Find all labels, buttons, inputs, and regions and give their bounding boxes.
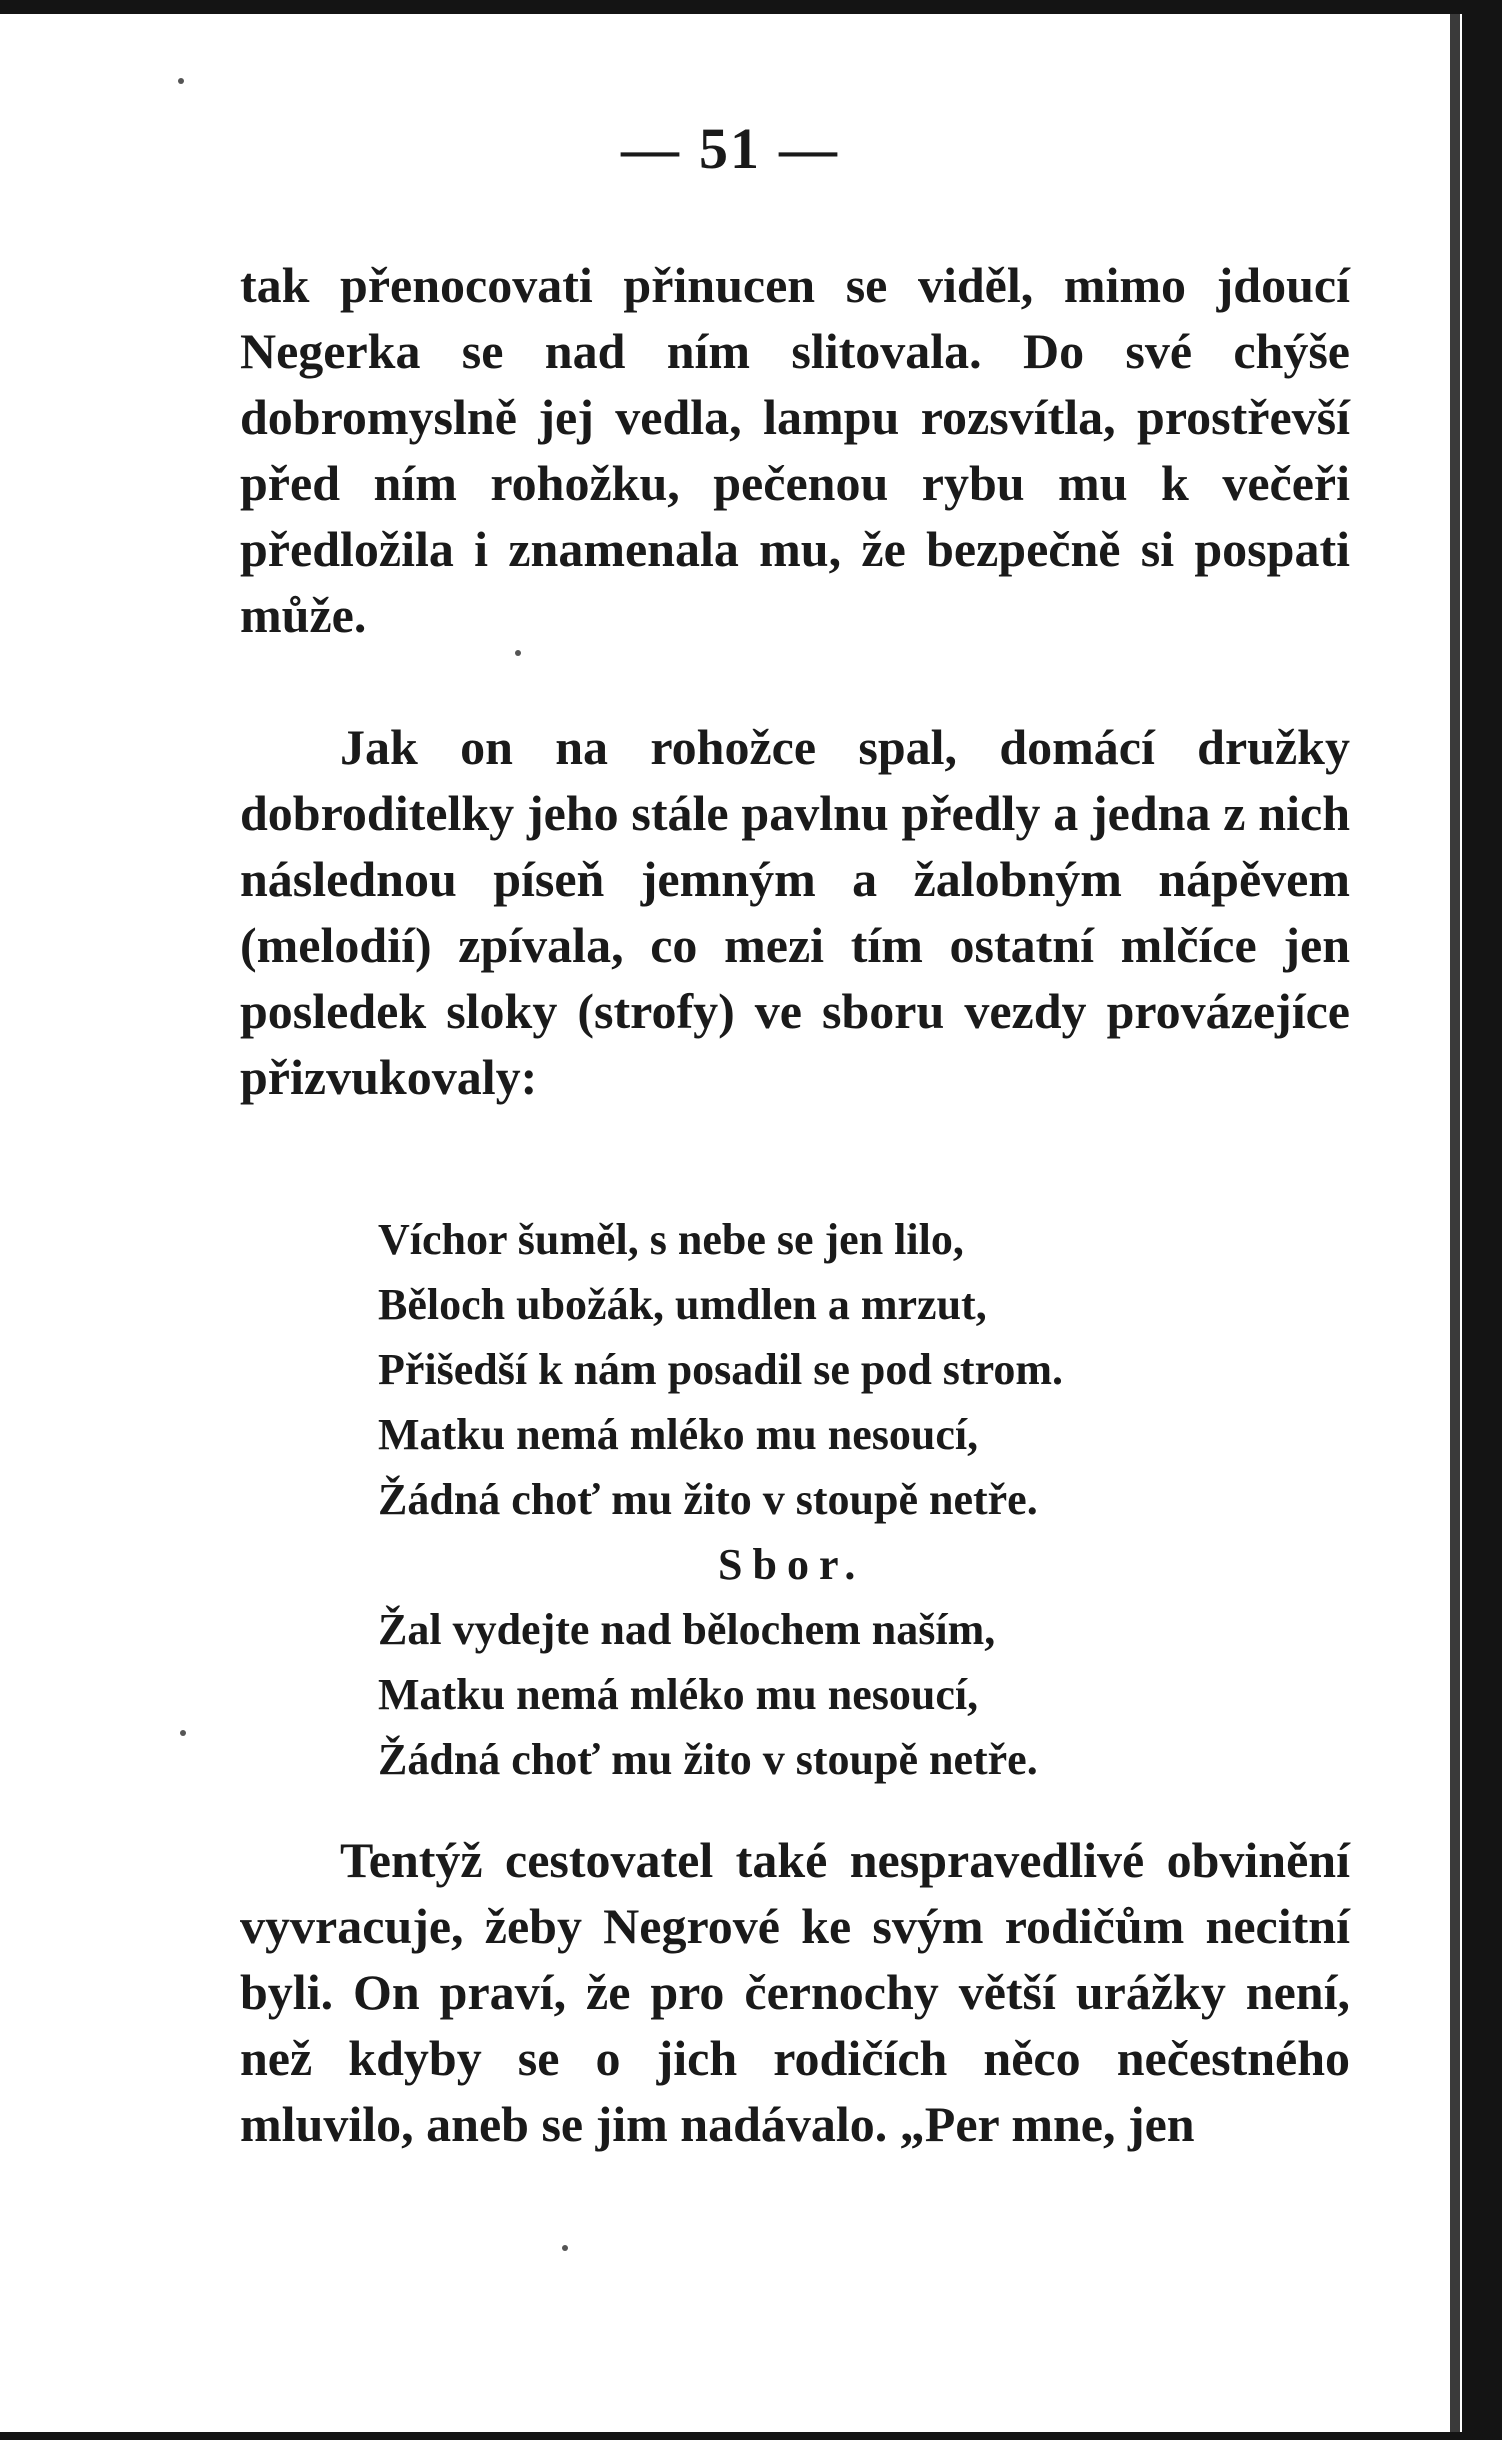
scan-border-bottom [0,2432,1502,2440]
page-number [0,115,1460,182]
poem-line: Žádná choť mu žito v stoupě netře. [378,1475,1038,1524]
paragraph-2-block [240,714,1350,1110]
print-speck [178,78,184,84]
chorus-line: Matku nemá mléko mu nesoucí, [378,1670,979,1719]
page-number-dash-right: — [779,116,839,181]
chorus-heading: Sbor. [718,1540,866,1589]
poem-line: Matku nemá mléko mu nesoucí, [378,1410,979,1459]
scan-border-right-inner [1450,14,1460,2440]
page-number-dash-left: — [621,116,681,181]
scan-border-right [1462,0,1502,2440]
chorus-line: Žádná choť mu žito v stoupě netře. [378,1735,1038,1784]
print-speck [180,1730,186,1736]
poem [378,1207,1278,1792]
paragraph-1: tak přenocovati přinucen se viděl, mimo jdoucí Negerka se nad ním slitovala. Do své chýše dobromyslně jej vedla, lampu rozsvítla, prostřevší před ním rohožku, pečenou rybu mu k večeři předložila i znamenala mu, že bezpečně si pospati může. [240,257,1350,643]
chorus-line: Žal vydejte nad bělochem naším, [378,1605,996,1654]
scan-border-top [0,0,1470,14]
paragraph-1-block [240,252,1350,648]
print-speck [562,2245,568,2251]
poem-line: Běloch ubožák, umdlen a mrzut, [378,1280,987,1329]
poem-line: Víchor šuměl, s nebe se jen lilo, [378,1215,964,1264]
paragraph-3: Tentýž cestovatel také nespravedlivé obvinění vyvracuje, žeby Negrové ke svým rodičům necitní byli. On praví, že pro černochy větší urážky není, než kdyby se o jich rodičích něco nečestného mluvilo, aneb se jim nadávalo. „Per mne, jen [240,1832,1350,2152]
paragraph-3-block [240,1827,1350,2157]
paragraph-2: Jak on na rohožce spal, domácí družky dobroditelky jeho stále pavlnu předly a jedna z nich následnou píseň jemným a žalobným nápěvem (melodií) zpívala, co mezi tím ostatní mlčíce jen posledek sloky (strofy) ve sboru vezdy provázejíce přizvukovaly: [240,719,1350,1105]
poem-line: Přišedší k nám posadil se pod strom. [378,1345,1063,1394]
page-number-value: 51 [699,116,761,181]
print-speck [515,650,521,656]
